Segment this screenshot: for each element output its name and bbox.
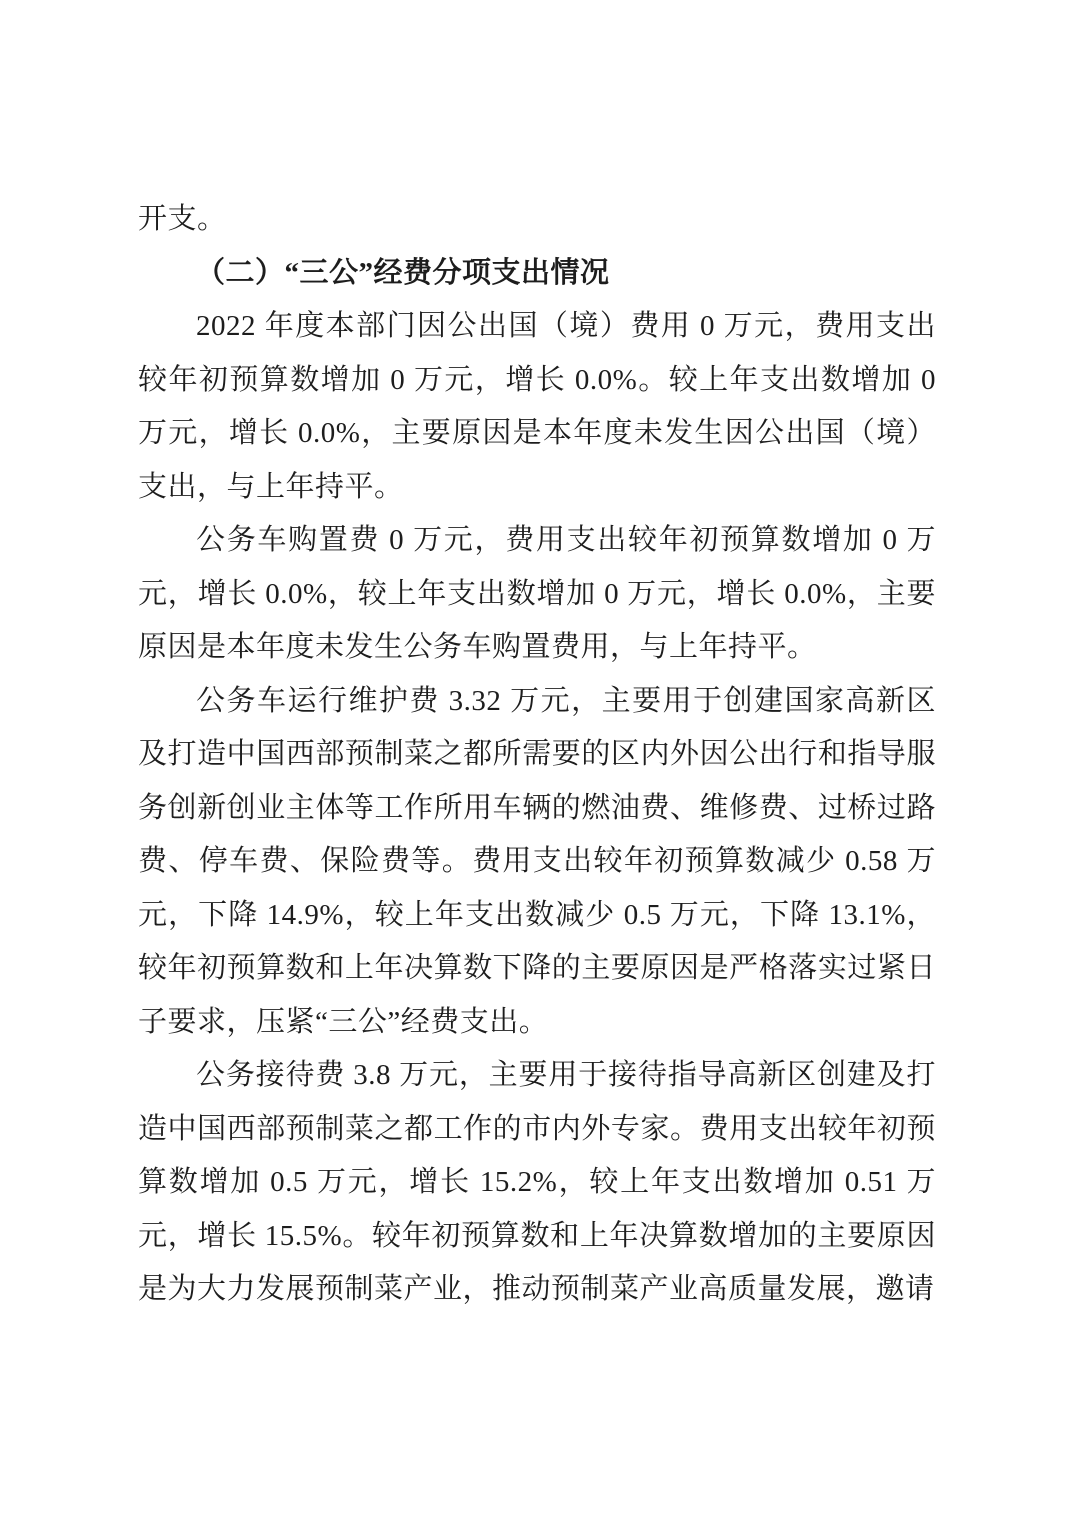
- section-heading: （二）“三公”经费分项支出情况: [196, 256, 610, 289]
- continuation-text: 开支。: [138, 203, 227, 235]
- paragraph-abroad-expenses: 2022 年度本部门因公出国（境）费用 0 万元，费用支出较年初预算数增加 0 万元，增长 0.0%。较上年支出数增加 0 万元，增长 0.0%，主要原因是本年度未发生因公出国（境）支出，与上年持平。: [138, 310, 936, 503]
- paragraph-official-reception: 公务接待费 3.8 万元，主要用于接待指导高新区创建及打造中国西部预制菜之都工作的市内外专家。费用支出较年初预算数增加 0.5 万元，增长 15.2%，较上年支出数增加 0.51 万元，增长 15.5%。较年初预算数和上年决算数增加的主要原因是为大力发展预制菜产业，推动预制菜产业高质量发展，邀请: [138, 1059, 936, 1305]
- paragraph-vehicle-purchase: 公务车购置费 0 万元，费用支出较年初预算数增加 0 万元，增长 0.0%，较上年支出数增加 0 万元，增长 0.0%，主要原因是本年度未发生公务车购置费用，与上年持平。: [138, 524, 936, 663]
- paragraph-vehicle-maintenance: 公务车运行维护费 3.32 万元，主要用于创建国家高新区及打造中国西部预制菜之都所需要的区内外因公出行和指导服务创新创业主体等工作所用车辆的燃油费、维修费、过桥过路费、停车费、保险费等。费用支出较年初预算数减少 0.58 万元，下降 14.9%，较上年支出数减少 0.5 万元，下降 13.1%，较年初预算数和上年决算数下降的主要原因是严格落实过紧日子要求，压紧“三公”经费支出。: [138, 684, 936, 1038]
